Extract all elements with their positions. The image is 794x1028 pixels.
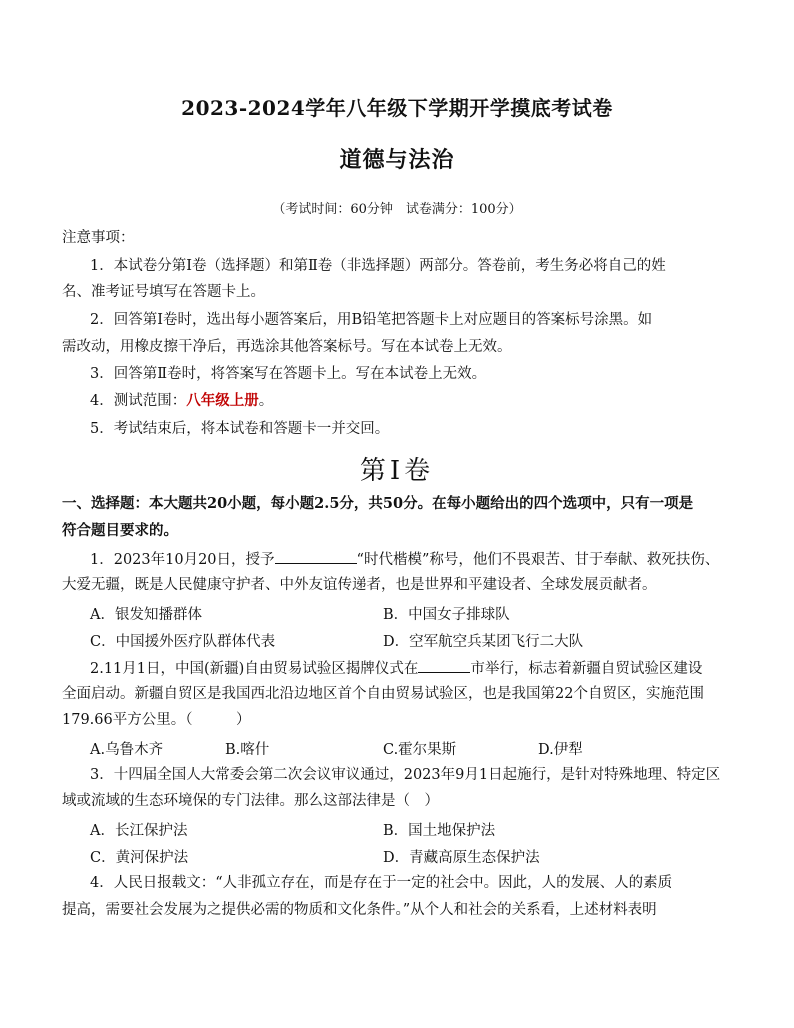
question-2-line-1 [90,657,702,679]
question-2-option-c: C.霍尔果斯 [383,742,457,758]
question-3-option-d: D．青藏高原生态保护法 [383,850,540,866]
question-1-text-b: “时代楷模”称号，他们不畏艰苦、甘于奉献、救死扶伤、 [356,552,720,568]
notice-item-5: 5．考试结束后，将本试卷和答题卡一并交回。 [90,421,390,437]
question-1-text-a: 1．2023年10月20日，授予 [90,552,275,568]
question-1-blank [275,548,357,564]
question-3-line-2: 域或流域的生态环境保的专门法律。那么这部法律是（ ） [62,793,439,809]
question-2-text-b: 市举行，标志着新疆自贸试验区建设 [470,661,703,677]
question-2-line-3: 179.66平方公里。（ ） [62,712,251,728]
question-1-option-c: C．中国援外医疗队群体代表 [90,634,276,650]
notice-item-1-line-2: 名、准考证号填写在答题卡上。 [62,284,265,300]
question-1-option-d: D．空军航空兵某团飞行二大队 [383,634,584,650]
notice-item-4-suffix: 。 [258,393,274,409]
question-1-line-2: 大爱无疆，既是人民健康守护者、中外友谊传递者，也是世界和平建设者、全球发展贡献者。 [62,577,657,593]
question-2-option-a: A.乌鲁木齐 [90,742,164,758]
notice-heading: 注意事项： [62,230,135,246]
notice-item-3: 3．回答第Ⅱ卷时，将答案写在答题卡上。写在本试卷上无效。 [90,366,487,382]
question-1-line-1 [90,548,719,570]
notice-item-2-line-1: 2．回答第Ⅰ卷时，选出每小题答案后，用B铅笔把答题卡上对应题目的答案标号涂黑。如 [90,312,653,328]
notice-item-4 [90,391,273,411]
question-2-option-d: D.伊犁 [538,742,583,758]
notice-item-4-prefix: 4．测试范围： [90,393,187,409]
exam-title: 2023-2024学年八年级下学期开学摸底考试卷 [181,96,613,120]
subject-title: 道德与法治 [339,147,455,173]
notice-item-2-line-2: 需改动，用橡皮擦干净后，再选涂其他答案标号。写在本试卷上无效。 [62,339,512,355]
test-scope: 八年级上册 [186,392,259,409]
question-1-option-a: A．银发知播群体 [90,607,202,623]
question-2-option-b: B.喀什 [225,742,270,758]
section-title: 第Ⅰ卷 [359,456,435,486]
question-3-option-c: C．黄河保护法 [90,850,189,866]
question-2-line-2: 全面启动。新疆自贸区是我国西北沿边地区首个自由贸易试验区，也是我国第22个自贸区，实施范围 [62,686,704,702]
question-2-blank [418,657,470,673]
section-instruction-line-2: 符合题目要求的。 [62,522,178,539]
question-4-line-2: 提高，需要社会发展为之提供必需的物质和文化条件。”从个人和社会的关系看，上述材料表明 [62,902,657,918]
section-instruction-line-1: 一、选择题：本大题共20小题，每小题2.5分，共50分。在每小题给出的四个选项中，只有一项是 [62,495,694,512]
question-3-option-b: B．国土地保护法 [383,823,496,839]
question-3-line-1: 3．十四届全国人大常委会第二次会议审议通过，2023年9月1日起施行，是针对特殊地理、特定区 [90,767,721,783]
question-3-option-a: A．长江保护法 [90,823,188,839]
question-4-line-1: 4．人民日报载文：“人非孤立存在，而是存在于一定的社会中。因此，人的发展、人的素质 [90,875,673,891]
exam-info: （考试时间：60分钟 试卷满分：100分） [272,202,522,217]
question-1-option-b: B．中国女子排球队 [383,607,510,623]
question-2-text-a: 2.11月1日，中国(新疆)自由贸易试验区揭牌仪式在 [90,661,419,677]
notice-item-1-line-1: 1．本试卷分第Ⅰ卷（选择题）和第Ⅱ卷（非选择题）两部分。答卷前，考生务必将自己的姓 [90,258,666,274]
